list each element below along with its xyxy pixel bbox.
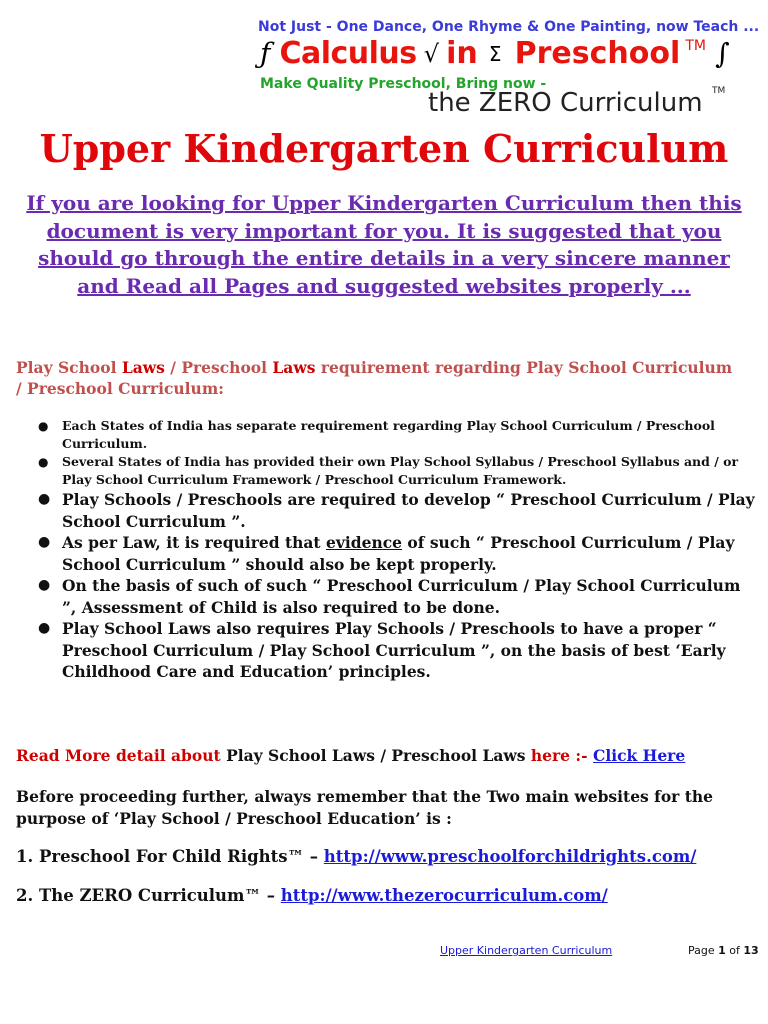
page-title: Upper Kindergarten Curriculum (39, 126, 729, 171)
header-tagline-top: Not Just - One Dance, One Rhyme & One Painting, now Teach ... (258, 19, 760, 35)
site1-line (16, 846, 756, 868)
proceeding-paragraph: Before proceeding further, always remember that the Two main websites for the purpose of ‘Play School / Preschool Education’ is : (16, 787, 714, 828)
list-item-text-post: of such “ Preschool Curriculum / Play School Curriculum ” should also be kept properly. (62, 533, 735, 574)
site2-url-link[interactable]: http://www.thezerocurriculum.com/ (280, 886, 608, 905)
page-total: 13 (743, 944, 759, 957)
intro-paragraph: If you are looking for Upper Kindergarten Curriculum then this document is very important for you. It is suggested that you should go through the entire details in a very sincere manner and Read all Pages and suggested websites properly ... (26, 191, 742, 298)
list-item-text: Several States of India has provided their own Play School Syllabus / Preschool Syllabus and / or Play School Curriculum Framework / Preschool Curriculum Framework. (62, 454, 739, 487)
page-current: 1 (718, 944, 726, 957)
footer-title-link[interactable]: Upper Kindergarten Curriculum (440, 944, 613, 957)
square-root-icon: √ (423, 39, 440, 68)
zero-curriculum-logo: the ZERO Curriculum (428, 88, 703, 118)
site1-label: 1. Preschool For Child Rights™ – (16, 847, 324, 866)
site2-label: 2. The ZERO Curriculum™ – (16, 886, 281, 905)
read-more-label3: here :- (525, 746, 593, 765)
list-item-text: Play Schools / Preschools are required to develop “ Preschool Curriculum / Play School Curriculum ”. (62, 490, 755, 531)
sigma-icon: Σ (488, 41, 502, 66)
bullet-icon: ● (38, 419, 49, 433)
brand-in: in (446, 36, 478, 71)
brand-preschool: Preschool (514, 36, 681, 71)
list-item-text: Each States of India has separate requirement regarding Play School Curriculum / Preschool Curriculum. (62, 418, 715, 451)
zero-curriculum-trademark: TM (712, 86, 726, 96)
list-item (16, 575, 756, 618)
site1-url-link[interactable]: http://www.preschoolforchildrights.com/ (323, 847, 697, 866)
brand-calculus: Calculus (279, 36, 417, 71)
list-item-text: Play School Laws also requires Play Schools / Preschools to have a proper “ Preschool Curriculum / Play School Curriculum ”, on the basis of best ‘Early Childhood Care and Education’ principles. (62, 619, 726, 681)
brand-logo (260, 36, 730, 76)
list-item-text-pre: As per Law, it is required that (62, 533, 326, 552)
integral-icon: ∫ (715, 37, 730, 70)
list-item (16, 489, 756, 532)
click-here-link[interactable]: Click Here (592, 746, 686, 765)
page-label: Page (688, 944, 719, 957)
read-more-label1: Read More detail about (16, 746, 227, 765)
laws-heading-laws2: Laws (272, 358, 316, 377)
laws-heading-part1: Play School (16, 358, 122, 377)
brand-trademark: TM (685, 38, 706, 54)
page-of-label: of (725, 944, 744, 957)
requirements-list (16, 417, 756, 683)
list-item (16, 453, 756, 489)
list-item (16, 618, 756, 683)
bullet-icon: ● (38, 534, 51, 550)
function-symbol-icon: ƒ (260, 37, 271, 70)
bullet-icon: ● (38, 620, 51, 636)
evidence-underlined: evidence (326, 533, 403, 552)
laws-heading-part5: requirement regarding Play School Curriculum / Preschool Curriculum: (16, 358, 733, 398)
list-item (16, 532, 756, 575)
laws-heading-laws1: Laws (121, 358, 165, 377)
page-number (688, 944, 759, 957)
list-item-text: On the basis of such of such “ Preschool Curriculum / Play School Curriculum ”, Assessment of Child is also required to be done. (62, 576, 741, 617)
site2-line (16, 885, 756, 907)
read-more-line (16, 745, 756, 767)
header-tagline-bottom: Make Quality Preschool, Bring now - (260, 76, 547, 92)
list-item (16, 417, 756, 453)
bullet-icon: ● (38, 577, 51, 593)
bullet-icon: ● (38, 455, 49, 469)
bullet-icon: ● (38, 491, 51, 507)
laws-heading-part3: / Preschool (164, 358, 273, 377)
laws-heading (16, 357, 736, 399)
read-more-label2: Play School Laws / Preschool Laws (226, 746, 526, 765)
